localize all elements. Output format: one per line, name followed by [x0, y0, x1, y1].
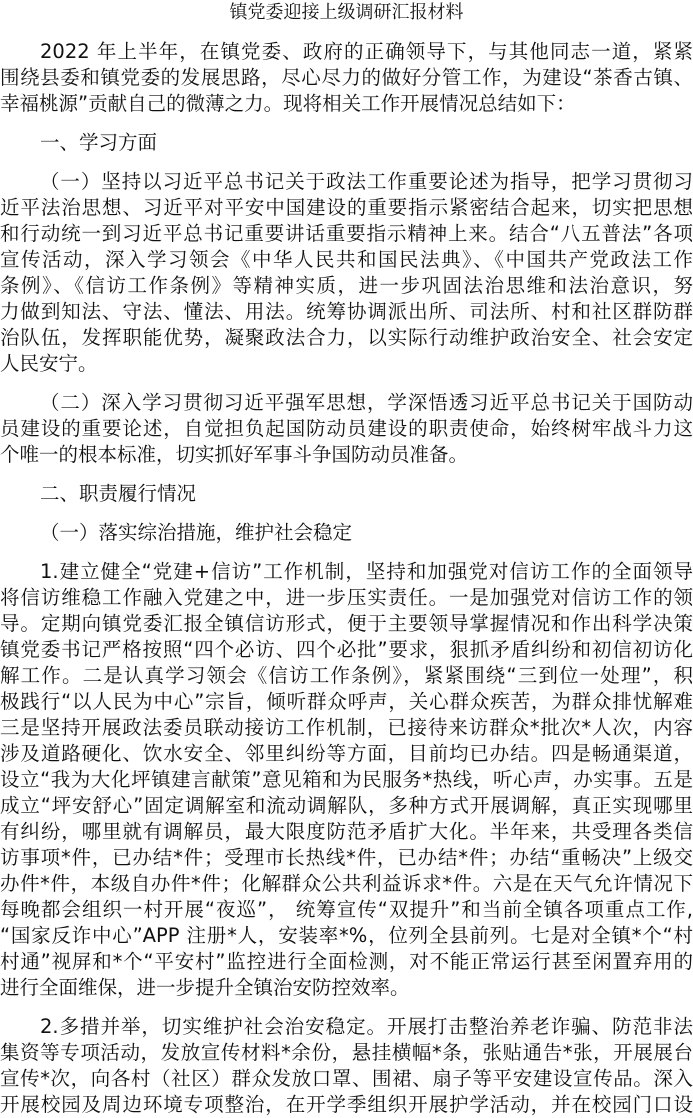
- text-line: 设立“我为大化坪镇建言献策”意见箱和为民服务*热线，听心声，办实事。五是: [0, 768, 693, 791]
- text-line: 村通”视屏和*个“平安村”监控进行全面检测，对不能正常运行甚至闲置弃用的: [0, 950, 693, 973]
- text-line: 幸福桃源”贡献自己的微薄之力。现将相关工作开展情况总结如下：: [0, 92, 576, 115]
- text-line: 集资等专项活动，发放宣传材料*余份，悬挂横幅*条，张贴通告*张，开展展台: [0, 1041, 693, 1064]
- text-line: 每晚都会组织一村开展“夜巡”， 统筹宣传“双提升”和当前全镇各项重点工作,: [0, 898, 693, 921]
- text-line: 成立“坪安舒心”固定调解室和流动调解队，多种方式开展调解，真正实现哪里: [0, 794, 693, 817]
- section-heading: [0, 130, 693, 156]
- text-line: （一）坚持以习近平总书记关于政法工作重要论述为指导，把学习贯彻习: [40, 170, 693, 193]
- paragraph: [0, 390, 693, 468]
- document-title: 镇党委迎接上级调研汇报材料: [229, 2, 464, 23]
- text-line: 2.多措并举，切实维护社会治安稳定。开展打击整治养老诈骗、防范非法: [40, 1015, 693, 1038]
- text-line: 镇党委书记严格按照“四个必访、四个必批”要求，狠抓矛盾纠纷和初信初访化: [0, 638, 693, 661]
- text-line: （一）落实综治措施，维护社会稳定: [40, 521, 353, 544]
- section-heading: [0, 481, 693, 507]
- text-line: 将信访维稳工作融入党建之中，进一步压实责任。一是加强党对信访工作的领: [0, 586, 693, 609]
- text-line: 围绕县委和镇党委的发展思路，尽心尽力的做好分管工作，为建设“茶香古镇、: [0, 66, 693, 89]
- text-line: （二）深入学习贯彻习近平强军思想，学深悟透习近平总书记关于国防动: [40, 391, 693, 414]
- text-line: 个唯一的根本标准，切实抓好军事斗争国防动员准备。: [0, 443, 469, 466]
- text-line: 开展校园及周边环境专项整治，在开学季组织开展护学活动，并在校园门口设: [0, 1093, 693, 1116]
- text-line: 员建设的重要论述，自觉担负起国防动员建设的职责使命，始终树牢战斗力这: [0, 417, 693, 440]
- text-line: 进行全面维保，进一步提升全镇治安防控效率。: [0, 976, 410, 999]
- section-heading: [0, 520, 693, 546]
- text-line: 力做到知法、守法、懂法、用法。统筹协调派出所、司法所、村和社区群防群: [0, 300, 693, 323]
- text-line: 二、职责履行情况: [40, 482, 197, 505]
- text-line: 办件*件，本级自办件*件；化解群众公共利益诉求*件。六是在天气允许情况下: [0, 872, 693, 895]
- text-line: 解工作。二是认真学习领会《信访工作条例》，紧紧围绕“三到位一处理”，积: [0, 664, 693, 687]
- text-line: 有纠纷，哪里就有调解员，最大限度防范矛盾扩大化。半年来，共受理各类信: [0, 820, 693, 843]
- text-line: “国家反诈中心”APP 注册*人，安装率*%，位列全县前列。七是对全镇*个“村: [0, 924, 693, 947]
- paragraph: [0, 559, 693, 1001]
- text-line: 一、学习方面: [40, 131, 158, 154]
- document-body: [0, 39, 693, 1118]
- text-line: 和行动统一到习近平总书记重要讲话重要指示精神上来。结合“八五普法”各项: [0, 222, 693, 245]
- text-line: 极践行“以人民为中心”宗旨，倾听群众呼声，关心群众疾苦，为群众排忧解难: [0, 690, 693, 713]
- text-line: 涉及道路硬化、饮水安全、邻里纠纷等方面，目前均已办结。四是畅通渠道，: [0, 742, 693, 765]
- text-line: 宣传*次，向各村（社区）群众发放口罩、围裙、扇子等平安建设宣传品。深入: [0, 1067, 693, 1090]
- text-line: 1.建立健全“党建+信访”工作机制，坚持和加强党对信访工作的全面领导: [40, 560, 693, 583]
- paragraph: [0, 39, 693, 117]
- text-line: 近平法治思想、习近平对平安中国建设的重要指示紧密结合起来，切实把思想: [0, 196, 693, 219]
- text-line: 宣传活动，深入学习领会《中华人民共和国民法典》、《中国共产党政法工作: [0, 248, 693, 271]
- text-line: 2022 年上半年，在镇党委、政府的正确领导下，与其他同志一道，紧紧: [40, 40, 693, 63]
- text-line: 条例》、《信访工作条例》等精神实质，进一步巩固法治思维和法治意识，努: [0, 274, 693, 297]
- text-line: 导。定期向镇党委汇报全镇信访形式，便于主要领导掌握情况和作出科学决策: [0, 612, 693, 635]
- paragraph: [0, 169, 693, 377]
- paragraph: [0, 1014, 693, 1118]
- text-line: 人民安宁。: [0, 352, 98, 375]
- text-line: 治队伍，发挥职能优势，凝聚政法合力，以实际行动维护政治安全、社会安定: [0, 326, 693, 349]
- text-line: 三是坚持开展政法委员联动接访工作机制，已接待来访群众*批次*人次，内容: [0, 716, 693, 739]
- text-line: 访事项*件，已办结*件；受理市长热线*件，已办结*件；办结“重畅决”上级交: [0, 846, 693, 869]
